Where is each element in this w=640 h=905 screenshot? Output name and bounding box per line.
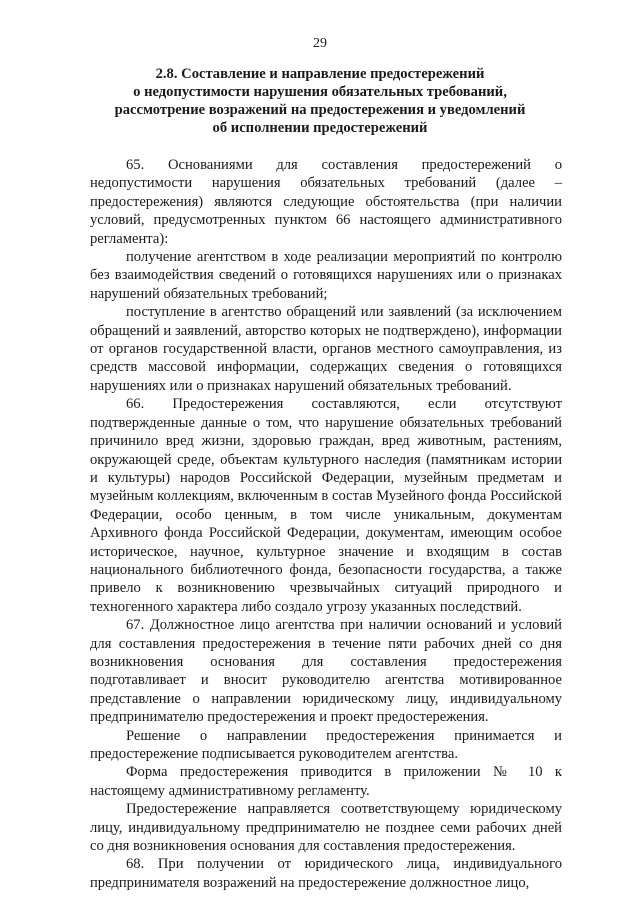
body-text: [90, 156, 562, 892]
heading-line: о недопустимости нарушения обязательных требований,: [133, 84, 507, 100]
paragraph-delivery: Предостережение направляется соответствующему юридическому лицу, индивидуальному предпринимателю не позднее семи рабочих дней со дня возникновения основания для составления предостережения.: [90, 801, 562, 855]
paragraph-item-2: поступление в агентство обращений или заявлений (за исключением обращений и заявлений, авторство которых не подтверждено), информации от органов государственной власти, органов местного самоуправления, из средств массовой информации, содержащих сведения о готовящихся нарушениях или о признаках нарушений обязательных требований.: [90, 304, 562, 394]
paragraph-form: Форма предостережения приводится в приложении № 10 к настоящему административному регламенту.: [90, 764, 562, 799]
heading-line: рассмотрение возражений на предостережения и уведомлений: [114, 102, 526, 118]
paragraph-item-1: получение агентством в ходе реализации мероприятий по контролю без взаимодействия сведений о готовящихся нарушениях или о признаках нарушений обязательных требований;: [90, 249, 562, 302]
section-heading: [80, 65, 560, 137]
heading-line: об исполнении предостережений: [212, 120, 428, 136]
heading-line: 2.8. Составление и направление предостережений: [155, 66, 485, 82]
paragraph-67: 67. Должностное лицо агентства при наличии оснований и условий для составления предостережения в течение пяти рабочих дней со дня возникновения основания для составления предостережения подготавливает и вносит руководителю агентства мотивированное представление о направлении юридическому лицу, индивидуальному предпринимателю предостережения и проект предостережения.: [90, 617, 562, 726]
paragraph-68: 68. При получении от юридического лица, индивидуального предпринимателя возражений на предостережение должностное лицо,: [90, 856, 562, 891]
paragraph-decision: Решение о направлении предостережения принимается и предостережение подписывается руководителем агентства.: [90, 727, 562, 762]
page-number: 29: [313, 36, 327, 51]
paragraph-65: 65. Основаниями для составления предостережений о недопустимости нарушения обязательных требований (далее – предостережения) являются следующие обстоятельства (при наличии условий, предусмотренных пунктом 66 настоящего административного регламента):: [90, 157, 562, 247]
paragraph-66: 66. Предостережения составляются, если отсутствуют подтвержденные данные о том, что нарушение обязательных требований причинило вред жизни, здоровью граждан, вред животным, растениям, окружающей среде, объектам культурного наследия (памятникам истории и культуры) народов Российской Федерации, музейным предметам и музейным коллекциям, включенным в состав Музейного фонда Российской Федерации, особо ценным, в том числе уникальным, документам Архивного фонда Российской Федерации, документам, имеющим особое историческое, научное, культурное значение и входящим в состав национального библиотечного фонда, безопасности государства, а также привело к возникновению чрезвычайных ситуаций природного и техногенного характера либо создало угрозу указанных последствий.: [90, 396, 562, 615]
